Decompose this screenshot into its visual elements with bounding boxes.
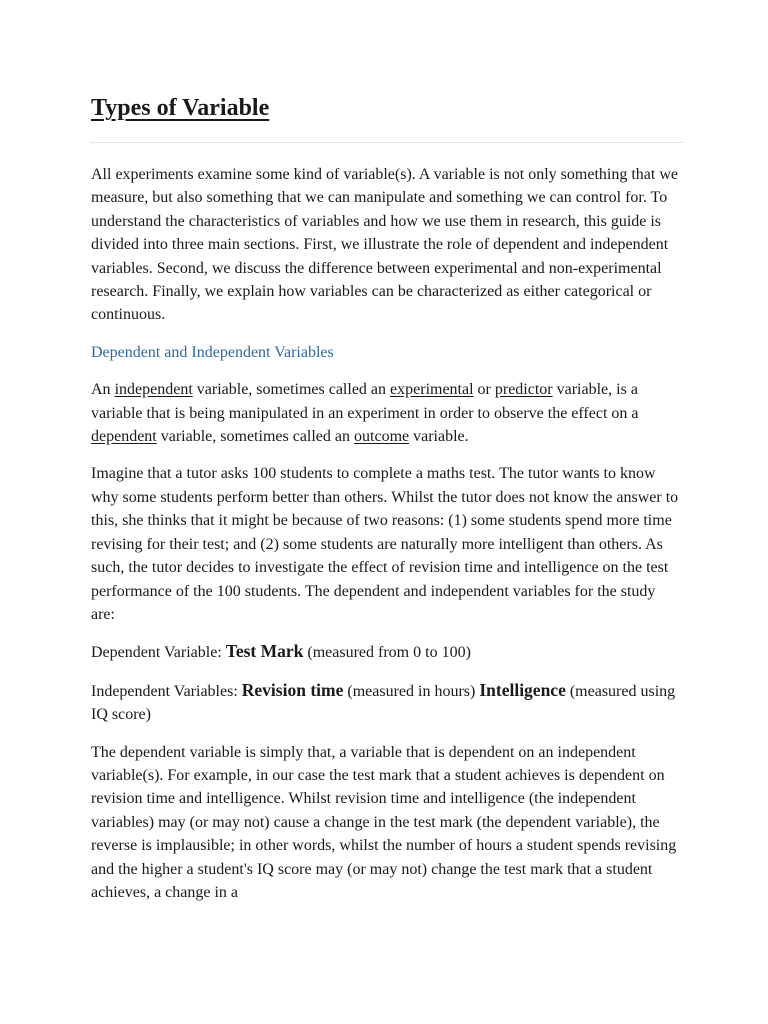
title-divider [91, 142, 683, 143]
independent-label: Independent Variables: [91, 682, 242, 700]
independent-variable-name: Revision time [241, 679, 344, 700]
dependent-variable-name: Test Mark [225, 641, 304, 662]
independent-description: (measured using IQ score) [91, 682, 676, 724]
dependent-variable-line [91, 640, 683, 664]
document-body [91, 90, 683, 904]
definition-paragraph [91, 378, 683, 448]
term-independent: independent [114, 381, 193, 399]
definition-text: variable, sometimes called an [192, 381, 391, 399]
section-heading: Dependent and Independent Variables [91, 343, 334, 361]
example-paragraph: Imagine that a tutor asks 100 students to complete a maths test. The tutor wants to know why some students perform better than others. Whilst the tutor does not know the answer to this, she thinks that it might be because of two reasons: (1) some students spend more time revising for their test; and (2) some students are naturally more intelligent than others. As such, the tutor decides to investigate the effect of revision time and intelligence on the test performance of the 100 students. The dependent and independent variables for the study are: [91, 465, 679, 623]
term-dependent: dependent [91, 428, 157, 446]
definition-text: An [91, 381, 115, 399]
term-experimental: experimental [390, 381, 474, 399]
dependent-description: (measured from 0 to 100) [303, 644, 471, 662]
term-outcome: outcome [354, 428, 410, 446]
definition-text: variable. [409, 428, 469, 446]
independent-description: (measured in hours) [343, 682, 480, 700]
intro-paragraph: All experiments examine some kind of variable(s). A variable is not only something that we measure, but also something that we can manipulate and something we can control for. To understand the characteristics of variables and how we use them in research, this guide is divided into three main sections. First, we illustrate the role of dependent and independent variables. Second, we discuss the difference between experimental and non-experimental research. Finally, we explain how variables can be characterized as either categorical or continuous. [91, 166, 678, 324]
definition-text: or [473, 381, 495, 399]
definition-text: variable, sometimes called an [156, 428, 355, 446]
definition-text: variable, is a variable that is being manipulated in an experiment in order to observe the effect on a [91, 381, 639, 422]
dependent-label: Dependent Variable: [91, 644, 226, 662]
independent-variables-line [91, 679, 683, 727]
closing-paragraph: The dependent variable is simply that, a variable that is dependent on an independent variable(s). For example, in our case the test mark that a student achieves is dependent on revision time and intelligence. Whilst revision time and intelligence (the independent variables) may (or may not) cause a change in the test mark (the dependent variable), the reverse is implausible; in other words, whilst the number of hours a student spends revising and the higher a student's IQ score may (or may not) change the test mark that a student achieves, a change in a [91, 743, 677, 901]
term-predictor: predictor [494, 381, 553, 399]
independent-variable-name: Intelligence [479, 679, 566, 700]
page-title: Types of Variable [91, 95, 270, 121]
